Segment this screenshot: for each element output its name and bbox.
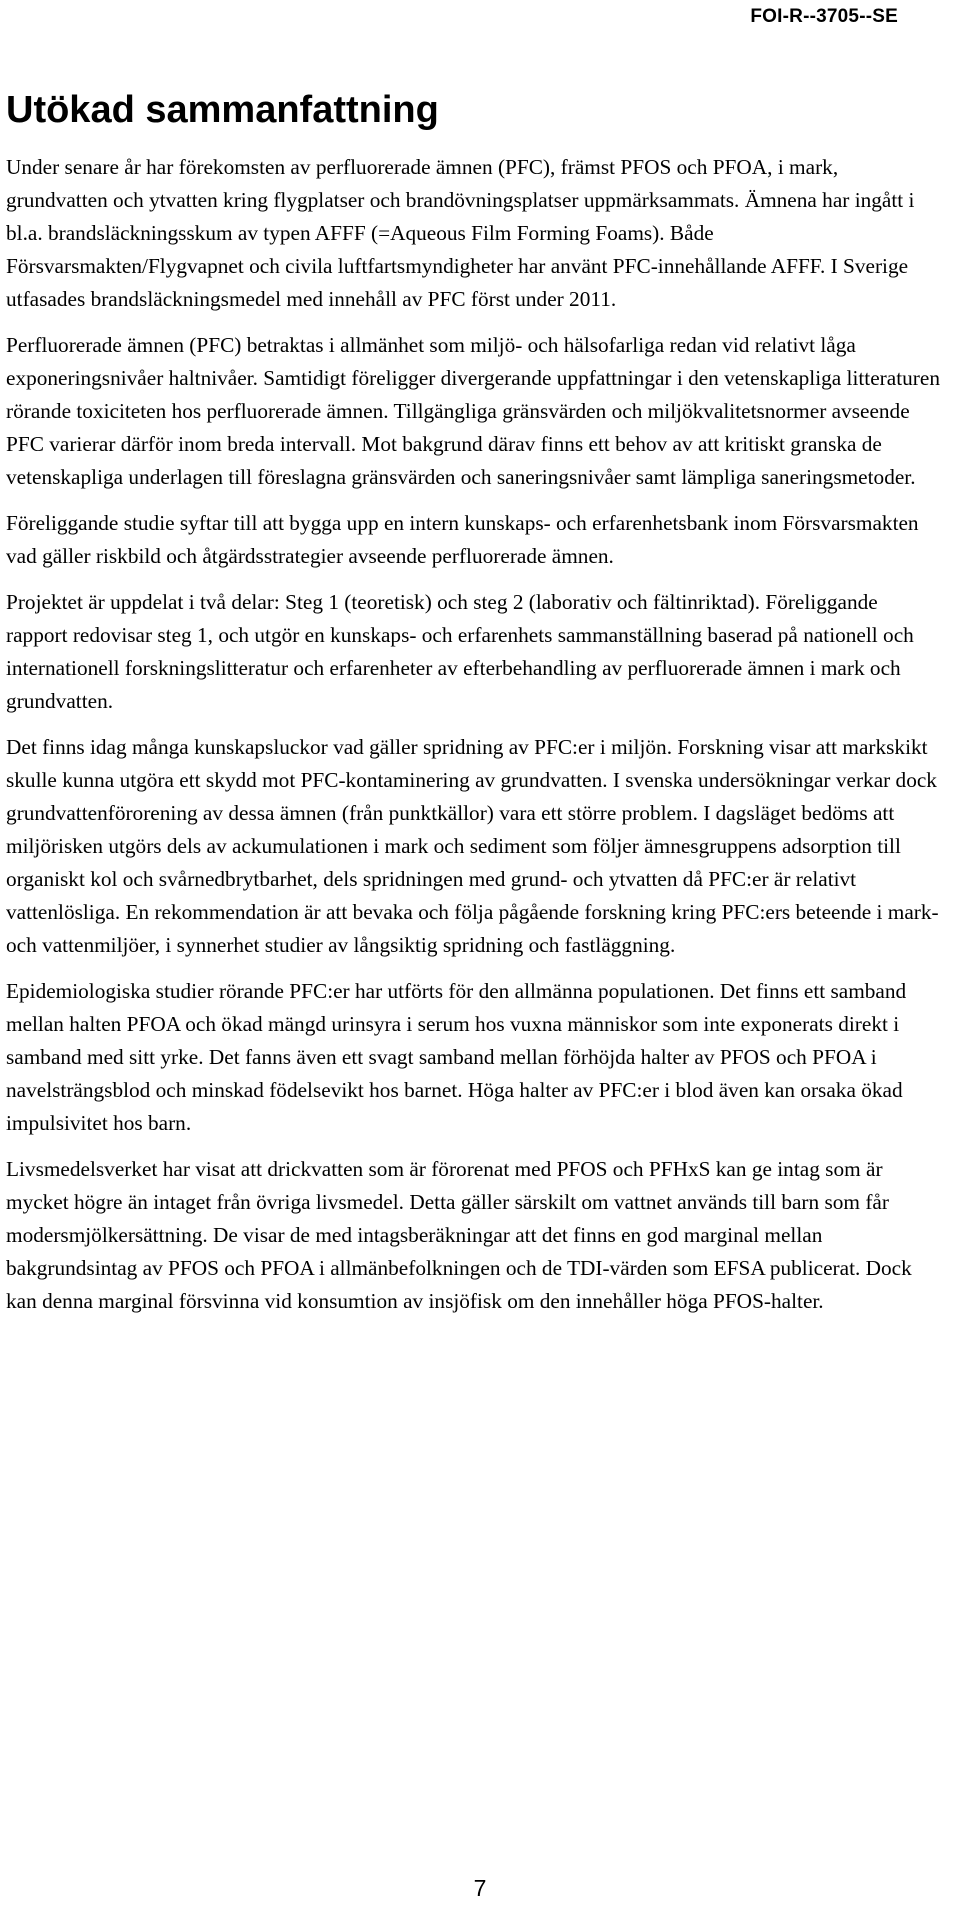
summary-body [6,151,944,1331]
section-title: Utökad sammanfattning [6,89,439,131]
paragraph-knowledge-gaps: Det finns idag många kunskapsluckor vad gäller spridning av PFC:er i miljön. Forskning visar att markskikt skulle kunna utgöra ett skydd mot PFC-kontaminering av grundvatten. I svenska undersökningar verkar dock grundvattenförorening av dessa ämnen (från punktkällor) vara ett större problem. I dagsläget bedöms att miljörisken utgörs dels av ackumulationen i mark och sediment som följer ämnesgruppens adsorption till organiskt kol och svårnedbrytbarhet, dels spridningen med grund- och ytvatten då PFC:er är relativt vattenlösliga. En rekommendation är att bevaka och följa pågående forskning kring PFC:ers beteende i mark- och vattenmiljöer, i synnerhet studier av långsiktig spridning och fastläggning. [6,735,939,957]
paragraph-epidemiology: Epidemiologiska studier rörande PFC:er har utförts för den allmänna populationen. Det finns ett samband mellan halten PFOA och ökad mängd urinsyra i serum hos vuxna människor som inte exponerats direkt i samband med sitt yrke. Det fanns även ett svagt samband mellan förhöjda halter av PFOS och PFOA i navelsträngsblod och minskad födelsevikt hos barnet. Höga halter av PFC:er i blod även kan orsaka ökad impulsivitet hos barn. [6,979,907,1135]
paragraph-study-aim: Föreliggande studie syftar till att bygga upp en intern kunskaps- och erfarenhetsbank inom Försvarsmakten vad gäller riskbild och åtgärdsstrategier avseende perfluorerade ämnen. [6,511,919,568]
document-id: FOI-R--3705--SE [750,6,898,27]
paragraph-food-agency: Livsmedelsverket har visat att drickvatten som är förorenat med PFOS och PFHxS kan ge intag som är mycket högre än intaget från övriga livsmedel. Detta gäller särskilt om vattnet används till barn som får modersmjölkersättning. De visar de med intagsberäkningar att det finns en god marginal mellan bakgrundsintag av PFOS och PFOA i allmänbefolkningen och de TDI-värden som EFSA publicerat. Dock kan denna marginal försvinna vid konsumtion av insjöfisk om den innehåller höga PFOS-halter. [6,1157,912,1313]
page-number: 7 [473,1875,487,1901]
paragraph-health-risks: Perfluorerade ämnen (PFC) betraktas i allmänhet som miljö- och hälsofarliga redan vid relativt låga exponeringsnivåer haltnivåer. Samtidigt föreligger divergerande uppfattningar i den vetenskapliga litteraturen rörande toxiciteten hos perfluorerade ämnen. Tillgängliga gränsvärden och miljökvalitetsnormer avseende PFC varierar därför inom breda intervall. Mot bakgrund därav finns ett behov av att kritiskt granska de vetenskapliga underlagen till föreslagna gränsvärden och saneringsnivåer samt lämpliga saneringsmetoder. [6,333,940,489]
paragraph-project-stages: Projektet är uppdelat i två delar: Steg 1 (teoretisk) och steg 2 (laborativ och fältinriktad). Föreliggande rapport redovisar steg 1, och utgör en kunskaps- och erfarenhets sammanställning baserad på nationell och internationell forskningslitteratur och erfarenheter av efterbehandling av perfluorerade ämnen i mark och grundvatten. [6,590,914,713]
paragraph-background: Under senare år har förekomsten av perfluorerade ämnen (PFC), främst PFOS och PFOA, i mark, grundvatten och ytvatten kring flygplatser och brandövningsplatser uppmärksammats. Ämnena har ingått i bl.a. brandsläckningsskum av typen AFFF (=Aqueous Film Forming Foams). Både Försvarsmakten/Flygvapnet och civila luftfartsmyndigheter har använt PFC-innehållande AFFF. I Sverige utfasades brandsläckningsmedel med innehåll av PFC först under 2011. [6,155,915,311]
